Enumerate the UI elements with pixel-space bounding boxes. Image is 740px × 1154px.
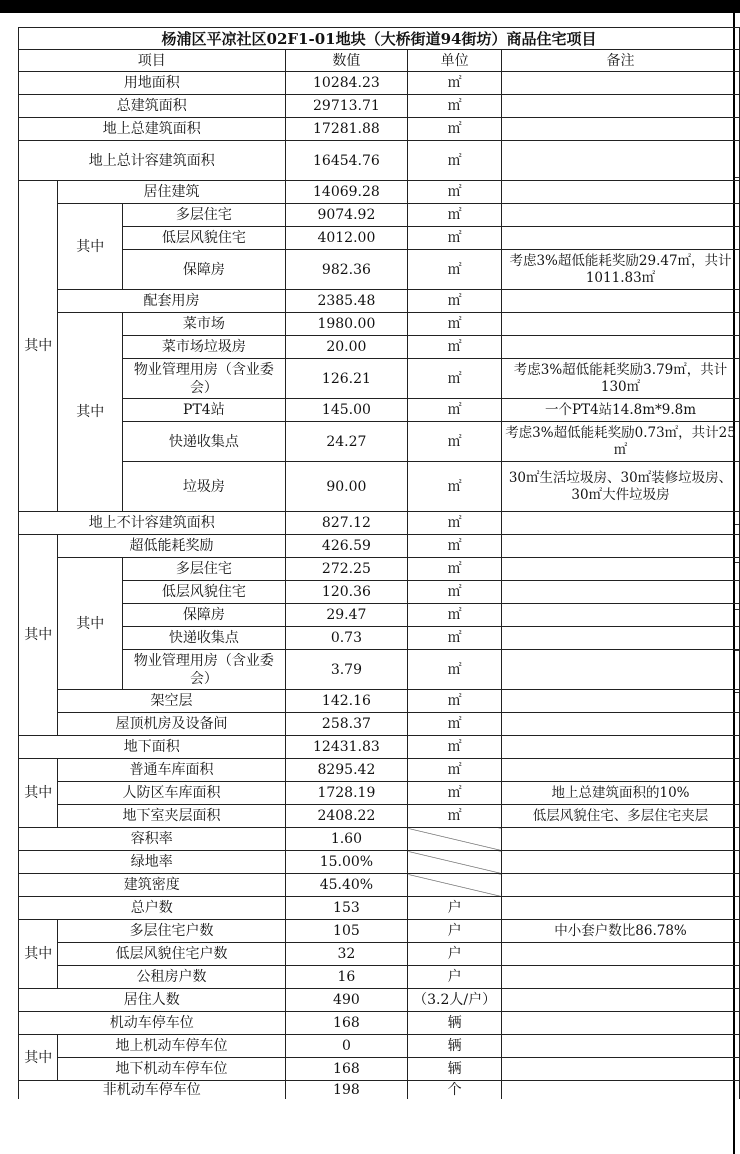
row-unit: ㎡ [408,581,502,604]
row-unit: ㎡ [408,72,502,95]
row-unit: 个 [408,1081,502,1100]
table-row [19,627,740,650]
row-value: 90.00 [285,462,408,512]
table-row [19,72,740,95]
group-label-qizhong: 其中 [19,181,58,512]
row-label: PT4站 [123,399,285,422]
row-value: 4012.00 [285,227,408,250]
row-unit: ㎡ [408,558,502,581]
row-label: 菜市场 [123,313,285,336]
row-label: 屋顶机房及设备间 [58,713,285,736]
table-row [19,141,740,181]
table-row [19,782,740,805]
row-label: 快递收集点 [123,422,285,462]
header-row [19,50,740,72]
row-note: 考虑3%超低能耗奖励29.47㎡，共计1011.83㎡ [502,250,740,290]
subgroup-label-qizhong: 其中 [58,204,123,290]
row-label: 地上不计容建筑面积 [19,512,286,535]
group-label-qizhong: 其中 [19,535,58,736]
row-note: 30㎡生活垃圾房、30㎡装修垃圾房、30㎡大件垃圾房 [502,462,740,512]
row-note [502,627,740,650]
row-label: 低层风貌住宅 [123,581,285,604]
row-unit: ㎡ [408,690,502,713]
header-value: 数值 [285,50,408,72]
table-row [19,422,740,462]
table-row [19,512,740,535]
row-label: 地上机动车停车位 [58,1035,285,1058]
table-row [19,359,740,399]
group-label-qizhong: 其中 [19,1035,58,1081]
table-row [19,966,740,989]
row-note [502,966,740,989]
row-value: 168 [285,1012,408,1035]
row-note [502,897,740,920]
row-label: 菜市场垃圾房 [123,336,285,359]
row-unit-slash [408,851,502,874]
row-label: 低层风貌住宅 [123,227,285,250]
row-value: 258.37 [285,713,408,736]
table-row [19,336,740,359]
table-row [19,874,740,897]
table-row [19,690,740,713]
table-row [19,805,740,828]
row-unit: ㎡ [408,290,502,313]
row-note [502,759,740,782]
row-note [502,72,740,95]
row-label: 容积率 [19,828,286,851]
row-value: 2408.22 [285,805,408,828]
row-value: 32 [285,943,408,966]
row-value: 17281.88 [285,118,408,141]
row-note [502,1058,740,1081]
table-row [19,989,740,1012]
row-note: 地上总建筑面积的10% [502,782,740,805]
row-note: 考虑3%超低能耗奖励3.79㎡，共计130㎡ [502,359,740,399]
subgroup-label-qizhong: 其中 [58,313,123,512]
row-label: 绿地率 [19,851,286,874]
row-unit: ㎡ [408,782,502,805]
row-value: 9074.92 [285,204,408,227]
table-row [19,462,740,512]
row-label: 物业管理用房（含业委会） [123,650,285,690]
row-unit: ㎡ [408,736,502,759]
row-note: 一个PT4站14.8m*9.8m [502,399,740,422]
row-note [502,118,740,141]
row-value: 198 [285,1081,408,1100]
table-row [19,250,740,290]
row-unit: ㎡ [408,95,502,118]
row-label: 垃圾房 [123,462,285,512]
table-row [19,1081,740,1100]
row-value: 10284.23 [285,72,408,95]
row-unit: 辆 [408,1058,502,1081]
row-label: 人防区车库面积 [58,782,285,805]
row-unit: ㎡ [408,141,502,181]
row-unit: ㎡ [408,805,502,828]
row-label: 多层住宅户数 [58,920,285,943]
row-label: 超低能耗奖励 [58,535,285,558]
group-label-qizhong: 其中 [19,759,58,828]
row-value: 145.00 [285,399,408,422]
row-label: 居住建筑 [58,181,285,204]
row-value: 1980.00 [285,313,408,336]
row-value: 45.40% [285,874,408,897]
row-label: 保障房 [123,604,285,627]
row-unit: ㎡ [408,604,502,627]
row-note [502,204,740,227]
row-label: 地下面积 [19,736,286,759]
row-unit: 户 [408,966,502,989]
row-value: 8295.42 [285,759,408,782]
table-row [19,1058,740,1081]
row-value: 1728.19 [285,782,408,805]
table-row [19,118,740,141]
table-row [19,897,740,920]
table-row [19,1035,740,1058]
row-value: 16454.76 [285,141,408,181]
table-row [19,920,740,943]
row-label: 地上总建筑面积 [19,118,286,141]
row-value: 16 [285,966,408,989]
row-label: 非机动车停车位 [19,1081,286,1100]
title-row [19,28,740,50]
row-note [502,874,740,897]
row-note [502,604,740,627]
row-unit: ㎡ [408,181,502,204]
table-row [19,558,740,581]
row-unit: ㎡ [408,535,502,558]
table-title: 杨浦区平凉社区02F1-01地块（大桥街道94街坊）商品住宅项目 [19,28,740,50]
row-unit: ㎡ [408,313,502,336]
row-value: 982.36 [285,250,408,290]
row-note [502,713,740,736]
row-note [502,1081,740,1100]
row-value: 126.21 [285,359,408,399]
row-value: 3.79 [285,650,408,690]
row-value: 827.12 [285,512,408,535]
table-row [19,943,740,966]
row-note [502,1012,740,1035]
row-note [502,535,740,558]
row-label: 普通车库面积 [58,759,285,782]
row-note [502,290,740,313]
table-row [19,851,740,874]
row-unit: ㎡ [408,250,502,290]
group-label-qizhong: 其中 [19,920,58,989]
row-value: 0.73 [285,627,408,650]
row-label: 机动车停车位 [19,1012,286,1035]
table-row [19,95,740,118]
row-label: 低层风貌住宅户数 [58,943,285,966]
row-label: 架空层 [58,690,285,713]
row-unit-slash [408,828,502,851]
table-row [19,581,740,604]
row-label: 快递收集点 [123,627,285,650]
row-unit: ㎡ [408,359,502,399]
row-value: 168 [285,1058,408,1081]
row-value: 426.59 [285,535,408,558]
row-note: 考虑3%超低能耗奖励0.73㎡，共计25㎡ [502,422,740,462]
row-value: 2385.48 [285,290,408,313]
project-data-table [18,27,740,1099]
row-value: 153 [285,897,408,920]
table-row [19,290,740,313]
row-unit: ㎡ [408,512,502,535]
row-unit: 户 [408,897,502,920]
row-note [502,736,740,759]
table-row [19,535,740,558]
row-value: 120.36 [285,581,408,604]
row-unit: ㎡ [408,336,502,359]
row-unit: ㎡ [408,650,502,690]
row-note: 低层风貌住宅、多层住宅夹层 [502,805,740,828]
table-row [19,181,740,204]
row-unit: ㎡ [408,227,502,250]
row-value: 1.60 [285,828,408,851]
header-item: 项目 [19,50,286,72]
row-unit: ㎡ [408,399,502,422]
row-note [502,851,740,874]
row-unit: 辆 [408,1035,502,1058]
row-label: 公租房户数 [58,966,285,989]
row-unit: ㎡ [408,713,502,736]
row-label: 地下机动车停车位 [58,1058,285,1081]
row-unit: ㎡ [408,204,502,227]
table-row [19,759,740,782]
row-note [502,227,740,250]
row-note [502,690,740,713]
row-unit: ㎡ [408,627,502,650]
row-label: 总建筑面积 [19,95,286,118]
row-unit: 户 [408,943,502,966]
spreadsheet-area [18,27,740,1099]
row-unit: 户 [408,920,502,943]
row-note [502,581,740,604]
table-row [19,828,740,851]
table-row [19,227,740,250]
table-row [19,1012,740,1035]
header-note: 备注 [502,50,740,72]
row-label: 总户数 [19,897,286,920]
row-note [502,313,740,336]
row-unit: （3.2人/户） [408,989,502,1012]
row-note [502,141,740,181]
row-note [502,1035,740,1058]
table-row [19,399,740,422]
row-label: 地上总计容建筑面积 [19,141,286,181]
row-note [502,95,740,118]
table-row [19,713,740,736]
row-unit: ㎡ [408,462,502,512]
row-value: 29.47 [285,604,408,627]
row-value: 24.27 [285,422,408,462]
row-unit: 辆 [408,1012,502,1035]
row-label: 建筑密度 [19,874,286,897]
row-note [502,650,740,690]
table-row [19,604,740,627]
row-value: 20.00 [285,336,408,359]
row-label: 多层住宅 [123,204,285,227]
subgroup-label-qizhong: 其中 [58,558,123,690]
row-unit: ㎡ [408,118,502,141]
row-label: 居住人数 [19,989,286,1012]
row-note [502,558,740,581]
row-value: 12431.83 [285,736,408,759]
row-note [502,512,740,535]
row-unit: ㎡ [408,422,502,462]
table-row [19,204,740,227]
row-value: 272.25 [285,558,408,581]
row-value: 14069.28 [285,181,408,204]
table-row [19,736,740,759]
row-value: 29713.71 [285,95,408,118]
row-value: 15.00% [285,851,408,874]
table-row [19,313,740,336]
row-note [502,943,740,966]
row-unit-slash [408,874,502,897]
row-label: 多层住宅 [123,558,285,581]
row-note [502,336,740,359]
row-value: 142.16 [285,690,408,713]
row-label: 物业管理用房（含业委会） [123,359,285,399]
top-border-bar [0,0,740,13]
row-note: 中小套户数比86.78% [502,920,740,943]
table-row [19,650,740,690]
header-unit: 单位 [408,50,502,72]
row-note [502,828,740,851]
row-unit: ㎡ [408,759,502,782]
row-value: 490 [285,989,408,1012]
row-note [502,181,740,204]
row-label: 用地面积 [19,72,286,95]
row-value: 105 [285,920,408,943]
row-label: 地下室夹层面积 [58,805,285,828]
row-note [502,989,740,1012]
row-value: 0 [285,1035,408,1058]
row-label: 保障房 [123,250,285,290]
row-label: 配套用房 [58,290,285,313]
